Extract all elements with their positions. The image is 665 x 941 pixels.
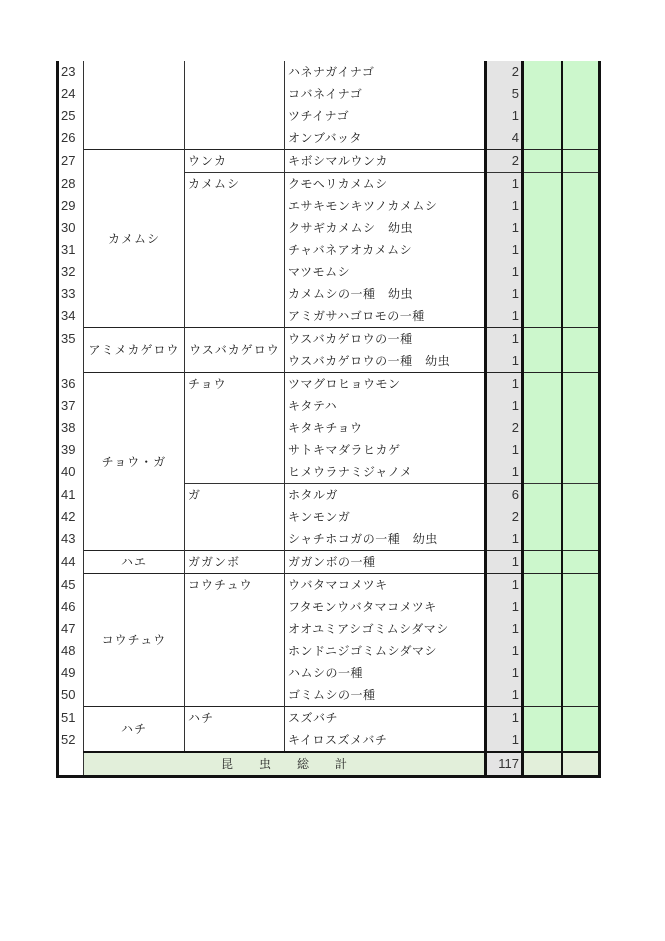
input-cell-1[interactable] (523, 461, 562, 484)
count-cell: 2 (486, 150, 523, 173)
total-label-char: 計 (334, 757, 347, 771)
count-cell: 1 (486, 439, 523, 461)
row-number: 47 (58, 618, 84, 640)
count-cell: 1 (486, 551, 523, 574)
input-cell-2[interactable] (562, 395, 600, 417)
input-cell-1[interactable] (523, 127, 562, 150)
species-name: コバネイナゴ (285, 83, 486, 105)
row-number: 33 (58, 283, 84, 305)
species-name: キボシマルウンカ (285, 150, 486, 173)
input-cell-1[interactable] (523, 395, 562, 417)
table-row (58, 373, 600, 396)
species-name: キンモンガ (285, 506, 486, 528)
input-cell-1[interactable] (523, 640, 562, 662)
row-number: 51 (58, 707, 84, 730)
count-cell: 1 (486, 596, 523, 618)
input-cell-2[interactable] (562, 105, 600, 127)
count-cell: 1 (486, 618, 523, 640)
species-name: ウバタマコメツキ (285, 574, 486, 597)
row-number: 49 (58, 662, 84, 684)
count-cell: 1 (486, 395, 523, 417)
input-cell-1[interactable] (523, 83, 562, 105)
species-name: チャバネアオカメムシ (285, 239, 486, 261)
species-name: ホンドニジゴミムシダマシ (285, 640, 486, 662)
input-cell-2[interactable] (562, 640, 600, 662)
input-cell-1[interactable] (523, 217, 562, 239)
row-number: 24 (58, 83, 84, 105)
count-cell: 1 (486, 328, 523, 351)
input-cell-1[interactable] (523, 707, 562, 730)
row-number: 29 (58, 195, 84, 217)
order-cell: チョウ・ガ (84, 373, 185, 551)
input-cell-1[interactable] (523, 350, 562, 373)
family-cell: コウチュウ (185, 574, 285, 707)
count-cell: 1 (486, 574, 523, 597)
species-name: ハネナガイナゴ (285, 61, 486, 83)
input-cell-1[interactable] (523, 528, 562, 551)
species-name: フタモンウバタマコメツキ (285, 596, 486, 618)
species-name: クモヘリカメムシ (285, 173, 486, 196)
row-number: 42 (58, 506, 84, 528)
input-cell-2[interactable] (562, 729, 600, 752)
table-row (58, 61, 600, 83)
species-name: アミガサハゴロモの一種 (285, 305, 486, 328)
total-label-char: 虫 (258, 757, 271, 771)
input-cell-1[interactable] (523, 373, 562, 396)
input-cell-1[interactable] (523, 574, 562, 597)
family-cell: カメムシ (185, 173, 285, 328)
species-name: マツモムシ (285, 261, 486, 283)
row-number: 52 (58, 729, 84, 752)
count-cell: 1 (486, 528, 523, 551)
species-name: エサキモンキツノカメムシ (285, 195, 486, 217)
family-cell: ガ (185, 484, 285, 551)
input-cell-1[interactable] (523, 261, 562, 283)
order-cell: コウチュウ (84, 574, 185, 707)
count-cell: 1 (486, 461, 523, 484)
species-name: キタテハ (285, 395, 486, 417)
input-cell-1[interactable] (523, 417, 562, 439)
species-name: オオユミアシゴミムシダマシ (285, 618, 486, 640)
species-name: ハムシの一種 (285, 662, 486, 684)
total-label-char: 昆 (220, 757, 233, 771)
input-cell-1[interactable] (523, 239, 562, 261)
count-cell: 5 (486, 83, 523, 105)
count-cell: 1 (486, 239, 523, 261)
species-name: クサギカメムシ 幼虫 (285, 217, 486, 239)
input-cell-2[interactable] (562, 373, 600, 396)
species-name: サトキマダラヒカゲ (285, 439, 486, 461)
row-number: 48 (58, 640, 84, 662)
input-cell-2[interactable] (562, 417, 600, 439)
input-cell-2[interactable] (562, 305, 600, 328)
species-name: ツチイナゴ (285, 105, 486, 127)
input-cell-1[interactable] (523, 729, 562, 752)
input-cell-2[interactable] (562, 484, 600, 507)
input-cell-2[interactable] (562, 528, 600, 551)
species-name: ヒメウラナミジャノメ (285, 461, 486, 484)
row-number: 40 (58, 461, 84, 484)
input-cell-1[interactable] (523, 684, 562, 707)
row-number: 45 (58, 574, 84, 597)
order-cell (84, 61, 185, 150)
family-cell: ウスバカゲロウ (185, 328, 285, 373)
row-number: 43 (58, 528, 84, 551)
species-name: スズバチ (285, 707, 486, 730)
table-row (58, 328, 600, 351)
species-name: ツマグロヒョウモン (285, 373, 486, 396)
count-cell: 2 (486, 506, 523, 528)
family-cell: チョウ (185, 373, 285, 484)
insect-species-table (56, 61, 601, 778)
input-cell-1[interactable] (523, 662, 562, 684)
input-cell-1[interactable] (523, 173, 562, 196)
count-cell: 1 (486, 195, 523, 217)
input-cell-1[interactable] (523, 150, 562, 173)
row-number: 44 (58, 551, 84, 574)
input-cell-1[interactable] (523, 328, 562, 351)
row-number: 38 (58, 417, 84, 439)
count-cell: 1 (486, 305, 523, 328)
species-name: キイロスズメバチ (285, 729, 486, 752)
count-cell: 1 (486, 217, 523, 239)
input-cell-2[interactable] (562, 574, 600, 597)
count-cell: 1 (486, 640, 523, 662)
row-number: 25 (58, 105, 84, 127)
row-number: 34 (58, 305, 84, 328)
input-cell-2[interactable] (562, 83, 600, 105)
row-number: 50 (58, 684, 84, 707)
row-number: 39 (58, 439, 84, 461)
row-number: 23 (58, 61, 84, 83)
count-cell: 6 (486, 484, 523, 507)
count-cell: 1 (486, 684, 523, 707)
count-cell: 1 (486, 729, 523, 752)
input-cell-2[interactable] (562, 261, 600, 283)
species-name: ホタルガ (285, 484, 486, 507)
count-cell: 1 (486, 105, 523, 127)
count-cell: 2 (486, 417, 523, 439)
row-number: 46 (58, 596, 84, 618)
input-cell-1[interactable] (523, 551, 562, 574)
input-cell-1[interactable] (523, 618, 562, 640)
input-cell-2[interactable] (562, 684, 600, 707)
total-label-char: 総 (296, 757, 309, 771)
order-cell: カメムシ (84, 150, 185, 328)
input-cell-1[interactable] (523, 61, 562, 83)
input-cell-1[interactable] (523, 439, 562, 461)
input-cell-2[interactable] (562, 662, 600, 684)
row-number: 28 (58, 173, 84, 196)
input-cell-2[interactable] (562, 173, 600, 196)
input-cell-2[interactable] (562, 283, 600, 305)
input-cell-2[interactable] (562, 350, 600, 373)
row-number: 36 (58, 373, 84, 396)
row-number: 30 (58, 217, 84, 239)
count-cell: 1 (486, 662, 523, 684)
row-number: 26 (58, 127, 84, 150)
input-cell-1[interactable] (523, 283, 562, 305)
count-cell: 1 (486, 283, 523, 305)
count-cell: 1 (486, 261, 523, 283)
input-cell-1[interactable] (523, 305, 562, 328)
count-cell: 4 (486, 127, 523, 150)
input-cell-2[interactable] (562, 239, 600, 261)
total-input-cell-2[interactable] (562, 752, 600, 777)
input-cell-2[interactable] (562, 707, 600, 730)
input-cell-1[interactable] (523, 506, 562, 528)
species-name: オンブバッタ (285, 127, 486, 150)
row-number: 37 (58, 395, 84, 417)
count-cell: 1 (486, 173, 523, 196)
row-number-empty (58, 752, 84, 777)
input-cell-2[interactable] (562, 596, 600, 618)
table-row (58, 150, 600, 173)
species-name: ウスバカゲロウの一種 (285, 328, 486, 351)
total-row (58, 752, 600, 777)
table-row (58, 551, 600, 574)
input-cell-2[interactable] (562, 506, 600, 528)
total-input-cell-1[interactable] (523, 752, 562, 777)
species-name: カメムシの一種 幼虫 (285, 283, 486, 305)
family-cell: ガガンボ (185, 551, 285, 574)
count-cell: 1 (486, 350, 523, 373)
species-name: ゴミムシの一種 (285, 684, 486, 707)
row-number: 32 (58, 261, 84, 283)
count-cell: 2 (486, 61, 523, 83)
input-cell-2[interactable] (562, 217, 600, 239)
species-name: キタキチョウ (285, 417, 486, 439)
input-cell-2[interactable] (562, 551, 600, 574)
count-cell: 1 (486, 373, 523, 396)
total-label (84, 752, 486, 777)
row-number: 41 (58, 484, 84, 507)
count-cell: 1 (486, 707, 523, 730)
family-cell: ウンカ (185, 150, 285, 173)
row-number: 27 (58, 150, 84, 173)
species-name: ガガンボの一種 (285, 551, 486, 574)
input-cell-2[interactable] (562, 61, 600, 83)
input-cell-1[interactable] (523, 195, 562, 217)
row-number: 31 (58, 239, 84, 261)
table-row (58, 574, 600, 597)
total-count: 117 (486, 752, 523, 777)
table-row (58, 707, 600, 730)
input-cell-2[interactable] (562, 127, 600, 150)
order-cell: ハエ (84, 551, 185, 574)
order-cell: アミメカゲロウ (84, 328, 185, 373)
family-cell (185, 61, 285, 150)
input-cell-2[interactable] (562, 328, 600, 351)
species-name: シャチホコガの一種 幼虫 (285, 528, 486, 551)
family-cell: ハチ (185, 707, 285, 753)
input-cell-2[interactable] (562, 439, 600, 461)
input-cell-2[interactable] (562, 150, 600, 173)
input-cell-2[interactable] (562, 195, 600, 217)
input-cell-1[interactable] (523, 484, 562, 507)
input-cell-1[interactable] (523, 596, 562, 618)
order-cell: ハチ (84, 707, 185, 753)
species-name: ウスバカゲロウの一種 幼虫 (285, 350, 486, 373)
input-cell-1[interactable] (523, 105, 562, 127)
input-cell-2[interactable] (562, 461, 600, 484)
row-number: 35 (58, 328, 84, 373)
input-cell-2[interactable] (562, 618, 600, 640)
